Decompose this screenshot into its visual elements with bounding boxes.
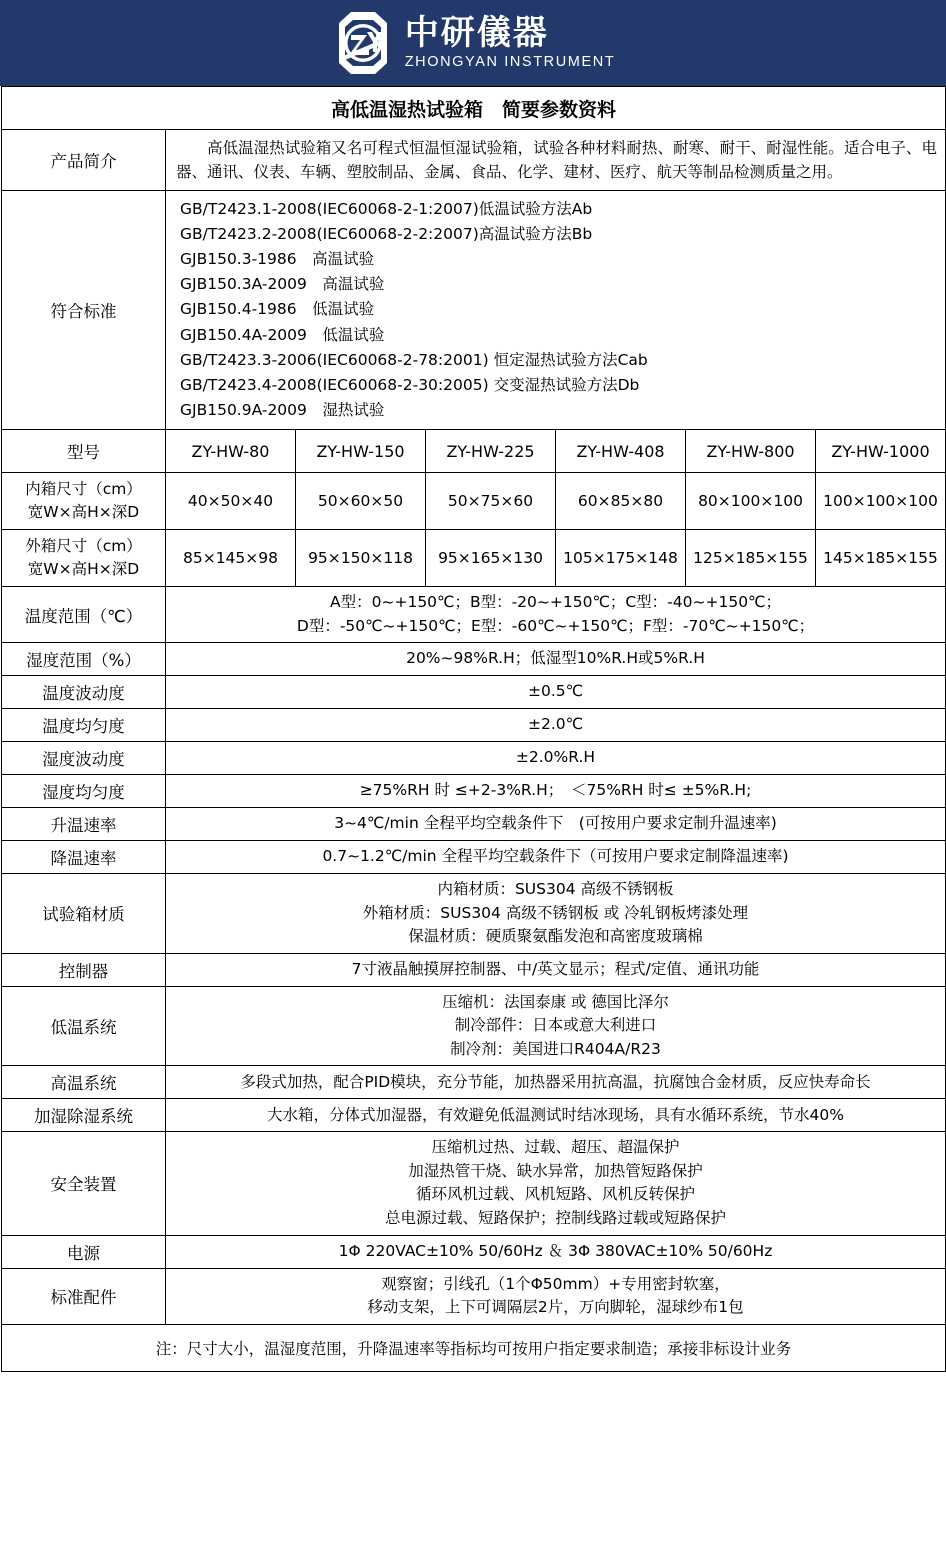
outer-dim-label-line1: 外箱尺寸（cm）	[25, 536, 142, 555]
temp-range-line: A型：0~+150℃；B型：-20~+150℃；C型：-40~+150℃；	[330, 593, 781, 612]
row-label-controller: 控制器	[2, 953, 166, 986]
standard-item: GB/T2423.2-2008(IEC60068-2-2:2007)高温试验方法Bb	[180, 225, 593, 244]
safety-line: 循环风机过载、风机短路、风机反转保护	[415, 1185, 695, 1204]
outer-dim-cell: 105×175×148	[556, 530, 686, 587]
table-row-safety	[2, 1132, 946, 1235]
row-value-heating-rate	[166, 808, 946, 841]
table-row-cooling-rate	[2, 841, 946, 874]
page-header-banner	[0, 0, 946, 86]
table-row-temp-uniformity	[2, 709, 946, 742]
inner-dim-cell: 40×50×40	[166, 473, 296, 530]
table-row-standards	[2, 191, 946, 430]
table-row-inner-dimensions	[2, 473, 946, 530]
row-value-cooling-rate	[166, 841, 946, 874]
row-label-standards: 符合标准	[2, 191, 166, 430]
row-label-inner-dimensions	[2, 473, 166, 530]
row-value-accessories	[166, 1268, 946, 1324]
accessories-line: 观察窗；引线孔（1个Φ50mm）+专用密封软塞，	[381, 1274, 730, 1293]
table-row-humid-range	[2, 643, 946, 676]
table-row-heating-rate	[2, 808, 946, 841]
standard-item: GJB150.3A-2009 高温试验	[180, 275, 385, 294]
heating-rate-line: 3~4℃/min 全程平均空载条件下 (可按用户要求定制升温速率)	[334, 814, 777, 833]
chamber-material-line: 外箱材质：SUS304 高级不锈钢板 或 冷轧钢板烤漆处理	[362, 903, 749, 922]
humid-uniformity-line: ≥75%RH 时 ≤+2-3%R.H； ＜75%RH 时≤ ±5%R.H;	[359, 781, 752, 800]
row-label-humid-uniformity: 湿度均匀度	[2, 775, 166, 808]
row-label-low-temp-system: 低温系统	[2, 986, 166, 1066]
row-label-safety: 安全装置	[2, 1132, 166, 1235]
intro-text: 高低温湿热试验箱又名可程式恒温恒湿试验箱，试验各种材料耐热、耐寒、耐干、耐湿性能。适合电子、电器、通讯、仪表、车辆、塑胶制品、金属、食品、化学、建材、医疗、航天等制品检测质量之用。	[176, 139, 937, 182]
humid-range-line: 20%~98%R.H；低湿型10%R.H或5%R.H	[406, 649, 705, 668]
row-value-humid-range	[166, 643, 946, 676]
standard-item: GB/T2423.1-2008(IEC60068-2-1:2007)低温试验方法Ab	[180, 200, 593, 219]
table-row-low-temp-system	[2, 986, 946, 1066]
table-row-humidify-system	[2, 1099, 946, 1132]
inner-dim-cell: 80×100×100	[686, 473, 816, 530]
temp-range-line: D型：-50℃~+150℃；E型：-60℃~+150℃；F型：-70℃~+150℃；	[296, 616, 815, 635]
outer-dim-cell: 95×150×118	[296, 530, 426, 587]
table-row-controller	[2, 953, 946, 986]
row-value-chamber-material	[166, 874, 946, 954]
footer-note: 注：尺寸大小，温湿度范围，升降温速率等指标均可按用户指定要求制造；承接非标设计业务	[2, 1324, 946, 1371]
row-label-humid-fluctuation: 湿度波动度	[2, 742, 166, 775]
low-temp-system-line: 制冷剂：美国进口R404A/R23	[450, 1039, 661, 1058]
brand-wordmark	[404, 13, 616, 71]
table-row-model	[2, 430, 946, 473]
zy-monogram-icon	[331, 10, 395, 76]
row-value-power	[166, 1235, 946, 1268]
row-label-intro: 产品简介	[2, 130, 166, 191]
table-row-intro	[2, 130, 946, 191]
table-row-footer-note	[2, 1324, 946, 1371]
table-row-title	[2, 87, 946, 130]
model-cell: ZY-HW-408	[556, 430, 686, 473]
standard-item: GJB150.3-1986 高温试验	[180, 250, 375, 269]
outer-dim-cell: 85×145×98	[166, 530, 296, 587]
table-row-temp-fluctuation	[2, 676, 946, 709]
row-label-high-temp-system: 高温系统	[2, 1066, 166, 1099]
controller-line: 7寸液晶触摸屏控制器、中/英文显示；程式/定值、通讯功能	[351, 959, 760, 978]
chamber-material-line: 内箱材质：SUS304 高级不锈钢板	[437, 880, 674, 899]
outer-dim-label-line2: 宽W×高H×深D	[27, 560, 140, 579]
row-label-power: 电源	[2, 1235, 166, 1268]
model-cell: ZY-HW-1000	[816, 430, 946, 473]
row-value-temp-fluctuation	[166, 676, 946, 709]
table-row-high-temp-system	[2, 1066, 946, 1099]
temp-fluctuation-line: ±0.5℃	[527, 682, 584, 701]
humid-fluctuation-line: ±2.0%R.H	[515, 748, 596, 767]
table-row-power	[2, 1235, 946, 1268]
spec-table	[1, 86, 946, 1372]
safety-line: 总电源过载、短路保护；控制线路过载或短路保护	[384, 1209, 726, 1228]
model-cell: ZY-HW-80	[166, 430, 296, 473]
safety-line: 加湿热管干烧、缺水异常，加热管短路保护	[408, 1161, 703, 1180]
inner-dim-cell: 60×85×80	[556, 473, 686, 530]
row-label-temp-range: 温度范围（℃）	[2, 587, 166, 643]
page-title: 高低温湿热试验箱 简要参数资料	[2, 87, 946, 130]
standard-item: GJB150.9A-2009 湿热试验	[180, 400, 385, 419]
row-value-temp-range	[166, 587, 946, 643]
high-temp-system-line: 多段式加热，配合PID模块，充分节能，加热器采用抗高温，抗腐蚀合金材质，反应快寿命长	[240, 1072, 871, 1091]
inner-dim-label-line1: 内箱尺寸（cm）	[25, 479, 142, 498]
table-row-accessories	[2, 1268, 946, 1324]
chamber-material-line: 保温材质：硬质聚氨酯发泡和高密度玻璃棉	[408, 927, 703, 946]
low-temp-system-line: 制冷部件：日本或意大利进口	[454, 1016, 657, 1035]
outer-dim-cell: 145×185×155	[816, 530, 946, 587]
row-label-model: 型号	[2, 430, 166, 473]
row-value-intro	[166, 130, 946, 191]
row-value-humid-uniformity	[166, 775, 946, 808]
row-label-humid-range: 湿度范围（%）	[2, 643, 166, 676]
row-label-heating-rate: 升温速率	[2, 808, 166, 841]
outer-dim-cell: 125×185×155	[686, 530, 816, 587]
row-value-humid-fluctuation	[166, 742, 946, 775]
row-value-safety	[166, 1132, 946, 1235]
standard-item: GB/T2423.3-2006(IEC60068-2-78:2001) 恒定湿热试验方法Cab	[180, 350, 648, 369]
table-row-temp-range	[2, 587, 946, 643]
inner-dim-cell: 50×60×50	[296, 473, 426, 530]
row-label-chamber-material: 试验箱材质	[2, 874, 166, 954]
model-cell: ZY-HW-800	[686, 430, 816, 473]
table-row-humid-fluctuation	[2, 742, 946, 775]
table-row-chamber-material	[2, 874, 946, 954]
table-row-humid-uniformity	[2, 775, 946, 808]
power-line: 1Φ 220VAC±10% 50/60Hz ＆ 3Φ 380VAC±10% 50/60Hz	[338, 1241, 773, 1260]
inner-dim-cell: 50×75×60	[426, 473, 556, 530]
standard-item: GJB150.4A-2009 低温试验	[180, 325, 385, 344]
row-label-humidify-system: 加湿除湿系统	[2, 1099, 166, 1132]
row-value-temp-uniformity	[166, 709, 946, 742]
brand-logo	[331, 10, 616, 76]
row-value-controller	[166, 953, 946, 986]
accessories-line: 移动支架，上下可调隔层2片，万向脚轮，湿球纱布1包	[367, 1298, 744, 1317]
brand-name-cn: 中研儀器	[404, 13, 549, 54]
row-value-standards	[166, 191, 946, 430]
model-cell: ZY-HW-150	[296, 430, 426, 473]
table-row-outer-dimensions	[2, 530, 946, 587]
row-label-temp-uniformity: 温度均匀度	[2, 709, 166, 742]
model-cell: ZY-HW-225	[426, 430, 556, 473]
low-temp-system-line: 压缩机：法国泰康 或 德国比泽尔	[442, 992, 669, 1011]
standard-item: GJB150.4-1986 低温试验	[180, 300, 375, 319]
brand-name-en: ZHONGYAN INSTRUMENT	[404, 54, 616, 71]
safety-line: 压缩机过热、过载、超压、超温保护	[431, 1138, 680, 1157]
inner-dim-cell: 100×100×100	[816, 473, 946, 530]
row-label-outer-dimensions	[2, 530, 166, 587]
inner-dim-label-line2: 宽W×高H×深D	[27, 503, 140, 522]
row-value-humidify-system	[166, 1099, 946, 1132]
row-label-temp-fluctuation: 温度波动度	[2, 676, 166, 709]
row-value-high-temp-system	[166, 1066, 946, 1099]
standard-item: GB/T2423.4-2008(IEC60068-2-30:2005) 交变湿热试验方法Db	[180, 375, 640, 394]
humidify-system-line: 大水箱，分体式加湿器，有效避免低温测试时结冰现场，具有水循环系统，节水40%	[267, 1105, 844, 1124]
row-label-cooling-rate: 降温速率	[2, 841, 166, 874]
cooling-rate-line: 0.7~1.2℃/min 全程平均空载条件下（可按用户要求定制降温速率)	[322, 847, 789, 866]
row-label-accessories: 标准配件	[2, 1268, 166, 1324]
outer-dim-cell: 95×165×130	[426, 530, 556, 587]
row-value-low-temp-system	[166, 986, 946, 1066]
temp-uniformity-line: ±2.0℃	[527, 715, 584, 734]
